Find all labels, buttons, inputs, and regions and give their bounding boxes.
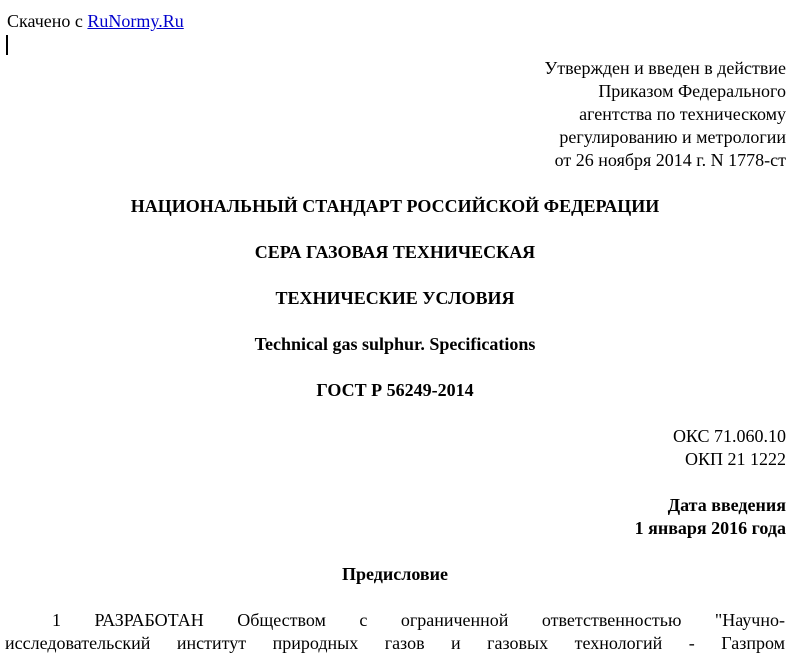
approval-line-4: регулированию и метрологии [559,127,786,147]
document-subtitle: ТЕХНИЧЕСКИЕ УСЛОВИЯ [275,288,515,308]
approval-line-2: Приказом Федерального [598,81,786,101]
source-line [7,11,184,32]
oks-code: ОКС 71.060.10 [672,426,786,446]
approval-line-3: агентства по техническому [579,104,786,124]
national-standard-heading: НАЦИОНАЛЬНЫЙ СТАНДАРТ РОССИЙСКОЙ ФЕДЕРАЦИИ [130,196,660,216]
intro-date-label: Дата введения [667,495,786,515]
foreword-paragraph-line-1: 1 РАЗРАБОТАН Обществом с ограниченной ответственностью "Научно- [52,610,785,630]
intro-date-value: 1 января 2016 года [634,518,786,538]
foreword-paragraph-line-2: исследовательский институт природных газов и газовых технологий - Газпром [5,633,785,653]
text-cursor [6,35,8,55]
source-prefix: Скачено с [7,11,88,31]
approval-line-5: от 26 ноября 2014 г. N 1778-ст [554,150,786,170]
standard-code: ГОСТ Р 56249-2014 [316,380,474,400]
okp-code: ОКП 21 1222 [684,449,786,469]
document-title-en: Technical gas sulphur. Specifications [254,334,536,354]
source-link[interactable]: RuNormy.Ru [87,11,184,31]
foreword-heading: Предисловие [342,564,448,584]
document-title: СЕРА ГАЗОВАЯ ТЕХНИЧЕСКАЯ [254,242,536,262]
approval-line-1: Утвержден и введен в действие [544,58,786,78]
